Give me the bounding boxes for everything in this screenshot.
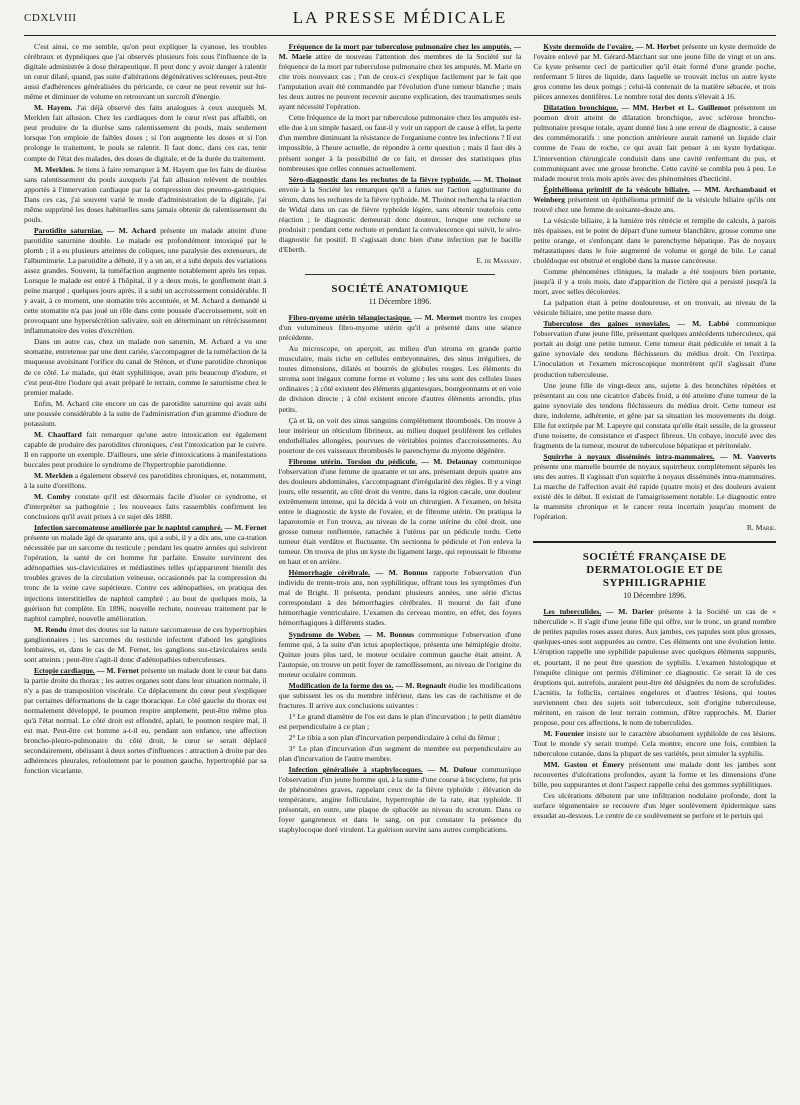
paragraph (533, 319, 776, 379)
speaker-name: — M. Achard (106, 225, 156, 235)
paragraph (279, 765, 522, 835)
paragraph-text: constate qu'il est désormais facile d'isoler ce syndrome, et d'interpréter sa pathogénie ; les nouveaux faits rassemblés confirment les conclusions qu'il avait prises à ce sujet dès 1888. (24, 492, 267, 522)
list-item: 1° Le grand diamètre de l'os est dans le plan d'incurvation ; le petit diamètre est perpendiculaire à ce plan ; (278, 711, 522, 731)
speaker-name: M. Merklen. (34, 164, 75, 174)
paragraph (279, 568, 522, 628)
paragraph-text: montre les coupes d'un volumineux fibro-myome utérin qu'il a présenté dans une séance précédente. (278, 313, 522, 343)
topic-title: Tuberculose des gaines synoviales. (543, 319, 670, 329)
paragraph: Au microscope, on aperçoit, au milieu d'un stroma en grande partie musculaire, mais riche en cellules embryonnaires, des sinus irréguliers, de toutes dimensions, dilatés et bourrés de globules rouges. Les éléments du stroma sont inégaux comme forme et volume ; les uns sont des cellules lisses ordinaires ; à côté existent des éléments gigantesques, bourgeonnants et en voie de division directe ; à côté existent encore d'autres éléments arrondis, plus petits. (278, 344, 522, 414)
paragraph-text: communique l'observation d'un jeune homme qui, à la suite d'une course à bicyclette, fut pris de phénomènes graves, rappelant ceux de la fièvre typhoïde : élévation de température, angine folliculaire, hypertrophie de la rate, état typhoïde. Il présentait, en outre, une plaque de sphacèle au niveau du scrotum. Dans ce foyer gangreneux et dans le sang, on put constater la présence du staphylocoque doré virulent. La guérison survint sans autres complications. (278, 765, 522, 835)
speaker-name: — MM. Archambaud et Weinberg (533, 184, 777, 204)
paragraph: Enfin, M. Achard cite encore un cas de parotidite saturnine qui avait subi une poussée considérable à la suite de l'administration d'un gramme d'iodure de potassium. (24, 398, 267, 428)
paragraph-text: présente un malade atteint d'une parotidite saturnine double. Le malade est profondément intoxiqué par le plomb ; il a eu plusieurs atteintes de coliques, une paralysie des extenseurs, de l'albuminurie. La parotidite a débuté, il y a un an, et a subi depuis des variations assez grandes. Souvent, la tuméfaction augmente notablement après les repas. Lorsque le malade est entré à l'hôpital, il y a deux mois, le gonflement était à peine marqué ; quelques jours après, il a subi un accroissement considérable. Il y avait, à ce moment, une stomatite très accentuée, et M. Achard a demandé si cette stomatite n'a pas joué un rôle dans cette poussée d'accroissement, soit en provoquant une hypersécrétion salivaire, soit en déterminant un rétrécissement inflammatoire des voies d'excrétion. (24, 225, 267, 336)
paragraph-text: envoie à la Société les remarques qu'il a faites sur l'action agglutinante du sérum, dans les rechutes de la fièvre typhoïde. M. Thoinot rechercha la réaction de Widal dans un cas de fièvre typhoïde légère, sans obtenir toutefois cette réaction ; le diagnostic demeurait donc douteux, lorsque une rechute se produisit : pendant cette rechute et pendant la convalescence qui suivit, le séro-diagnostic fut positif. Il s'agissait donc bien d'une infection par le bacille d'Eberth. (278, 184, 522, 254)
speaker-name: M. Comby (34, 492, 71, 502)
paragraph-text: étudie les modifications que subissent les os du membre inférieur, dans les cas de rachitisme et de fractures. Il arrive aux conclusions suivantes : (278, 680, 522, 710)
paragraph-text: rapporte l'observation d'un individu de trente-trois ans, non syphilitique, offrant tous les symptômes d'un mal de Bright. Il présenta, pendant plusieurs années, une série d'ictus correspondant à des hémorrhagies cérébrales. Il mourut du fait d'une hémorrhagie ventriculaire. L'examen du cerveau montre, en effet, des foyers hémorrhagiques à différents stades. (278, 568, 522, 628)
column-right (533, 42, 776, 1092)
speaker-name: M. Hayem. (34, 103, 73, 113)
paragraph (279, 42, 522, 112)
paragraph-text: présentent un épithélioma primitif de la vésicule biliaire qu'ils ont trouvé chez une femme de soixante-douze ans. (533, 194, 777, 214)
article-columns (24, 36, 776, 1092)
speaker-name: — M. Delaunay (421, 456, 478, 466)
paragraph (533, 452, 776, 522)
topic-title: Kyste dermoïde de l'ovaire. (543, 42, 634, 51)
topic-title: Infection généralisée à staphylocoques. (288, 765, 423, 775)
paragraph: La vésicule biliaire, à la lumière très rétrécie et remplie de calculs, à parois très épaisses, est le point de départ d'une tumeur blanchâtre, grosse comme une petite orange, et s'enfonçant dans le parenchyme hépatique. Pas de noyaux métastatiques dans le foie augmenté de volume et gorgé de bile. Le canal cholédoque est obstrué et englobé dans la masse cancéreuse. (533, 215, 777, 265)
section-heading: SOCIÉTÉ ANATOMIQUE (331, 283, 469, 296)
paragraph-text: présente un malade dont le cœur bat dans la partie droite du thorax ; les autres organes sont dans leur situation normale, il n'y a pas de transposition viscérale. Ce déplacement du cœur peut s'expliquer par certaines déformations de la cage thoracique. Le côté gauche du thorax est normalement développé, le poumon respire amplement, peut-être même plus qu'à l'état normal. Le côté droit est effondré, aplati, le poumon respire mal, il est mat. Peut-être cet homme a-t-il eu, pendant son enfance, une affection broncho-pleuro-pulmonaire du côté droit, le cœur se serait déplacé secondairement, obéissant à deux sortes d'influences : attraction à droite par des adhérences pleurales, refoulement par le poumon gauche, hypertrophié par sa fonction vicariante. (24, 665, 267, 776)
section-divider (305, 274, 496, 275)
speaker-name: — M. Bonnus (364, 629, 415, 639)
paragraph: Çà et là, on voit des sinus sanguins complètement thrombosés. On trouve à leur intérieur un réticulum fibrineux, au milieu duquel prolifèrent les cellules endothéliales allongées, pourvues de véritables pointes d'accroissements. Au pourtour de ces vaisseaux thrombosés le parenchyme du myome dégénère. (278, 415, 522, 455)
paragraph-text: présente à la Société un cas de « tuberculide ». Il s'agit d'une jeune fille qui offre, sur le tronc, un grand nombre de petites papules roses assez dures. Aux jambes, ces papules sont plus grosses, quelques-unes sont suppurées au centre. Ces éléments ont une évolution lente. L'éruption rappelle une syphilide papuleuse avec quelques éléments suppurés, et, pourtant, il ne peut être question de syphilis. L'examen histologique et l'enquête clinique ont permis d'éliminer ce diagnostic. Ce serait là de ces éruptions qui, autrefois, auraient peut-être été désignées du nom de scrofulides. L'acnitis, la folliclis, certaines engelures et d'autres lésions, qui toutes surviennent chez des sujets soit tuberculeux, soit d'origine tuberculeuse, méritent, en raison de leur terrain commun, d'être rapprochés. M. Darier propose, pour ces affections, le nom de tuberculides. (533, 607, 777, 727)
topic-title: Hémorrhagie cérébrale. (288, 568, 370, 578)
paragraph (279, 630, 522, 680)
speaker-name: M. Merklen (34, 470, 73, 480)
paragraph: Cette fréquence de la mort par tuberculose pulmonaire chez les amputés est-elle due à un simple hasard, ou faut-il y voir un rapport de cause à effet, la perte d'un membre diminuant la résistance de l'organisme contre les infections ? Il est impossible, à l'heure actuelle, de répondre à cette question ; mais il faut dès à présent songer à la possibilité de ce fait, et dresser des statistiques plus nombreuses que celles connues actuellement. (278, 113, 522, 173)
paragraph-text: présente un malade âgé de quarante ans, qui a subi, il y a dix ans, une ca-tration nécessitée par un sarcome du testicule ; pendant les quatre années qui suivirent l'opération, la santé de cet homme fut parfaite. Ensuite survinrent des adénopathies sus-claviculaires et médiastines telles qu'apparurent bientôt des troubles graves de la circulation veineuse, occasionnés par la compression du tronc de la veine cave supérieure. Contre ces adénopathies, on pratiqua des injections interstitielles de naphtol camphré ; au bout de quelques mois, la guérison fut complète. En 1896, nouvelle rechute, nouveau traitement par le naphtol camphré, nouvelle amélioration. (24, 533, 267, 623)
topic-title: Infection sarcomateuse améliorée par le naphtol camphré. (34, 523, 223, 533)
paragraph (24, 103, 267, 163)
topic-title: Squirrhe à noyaux disséminés intra-mammaires. (543, 451, 715, 461)
topic-title: Dilatation bronchique. (543, 103, 619, 113)
topic-title: Modification de la forme des os. (288, 680, 394, 690)
paragraph (533, 607, 776, 728)
paragraph-text: présentent un poumon droit atteint de dilatation bronchique, avec sclérose broncho-pulmonaire presque totale, ayant donné lieu à une erreur de diagnostic, à cause des commémoratifs : une ponction antérieure aurait ramené un liquide clair comme de l'eau de roche, ce qui avait fait penser à un kyste hydatique. L'intervention chirurgicale conduisit dans une cavité renfermant du pus, et communiquant avec une grosse bronche. Cette cavité se combla peu à peu. Le malade mourut trois mois après avec des phénomènes d'hecticité. (533, 103, 777, 183)
paragraph (24, 666, 267, 777)
speaker-name: MM. Gastou et Émery (543, 760, 625, 769)
paragraph (533, 729, 776, 759)
paragraph: Comme phénomènes cliniques, la malade a été toujours bien portante, jusqu'à il y a trois mois, date d'apparition de l'ictère qui a persisté jusqu'à la mort, avec selles décolorées. (533, 267, 777, 297)
paragraph-text: présentent une malade dont les jambes sont recouvertes d'ulcérations profondes, ayant la forme et les dimensions d'une bille, peu suppurantes et dont l'aspect rappelle celui des gommes syphilitiques. (533, 760, 777, 790)
paragraph (279, 681, 522, 711)
speaker-name: — M. Herbet (635, 42, 680, 51)
paragraph (279, 313, 522, 343)
topic-title: Syndrome de Weber. (288, 629, 361, 639)
report-signature: E. de Massary. (476, 255, 522, 265)
topic-title: Parotidite saturniae. (34, 225, 103, 235)
speaker-name: — M. Marie (278, 42, 522, 62)
paragraph-text: a également observé ces parotidites chroniques, et, notamment, à la suite d'oreillons. (24, 470, 267, 491)
topic-title: Épithélioma primitif de la vésicule biliaire. (543, 184, 690, 194)
paragraph-text: émet des doutes sur la nature sarcomateuse de ces hypertrophies ganglionnaires ; les sarcomes du testicule infectent d'abord les ganglions lombaires, et, dans le cas de M. Fernet, les ganglions sus-claviculaires seuls sont atteints ; peut-être s'agit-il donc d'adénopathies tuberculeuses. (24, 624, 267, 664)
section-date: 10 Décembre 1896. (623, 591, 687, 601)
speaker-name: — M. Dufour (427, 765, 477, 775)
topic-title: Fibrome utérin. Torsion du pédicule. (288, 456, 418, 466)
column-left (24, 42, 267, 1092)
paragraph (24, 471, 267, 491)
speaker-name: — M. Darier (606, 607, 654, 617)
topic-title: Fréquence de la mort par tuberculose pulmonaire chez les amputés. (288, 42, 512, 51)
topic-title: Les tuberculides. (543, 607, 602, 617)
speaker-name: M. Rendu (34, 624, 67, 634)
topic-title: Ectopie cardiaque. (34, 665, 95, 675)
column-middle (279, 42, 522, 1092)
paragraph (24, 165, 267, 225)
page-header (24, 0, 776, 36)
paragraph-text: Je tiens à faire remarquer à M. Hayem que les faits de diurèse sans ralentissement du pouls auxquels j'ai fait allusion relèvent de troubles apportés à l'innervation cardiaque par la compression des pneumo-gastriques. Dans ces cas, j'ai souvent varié le mode d'administration de la digitale, j'ai même supprimé les doses habituelles sans jamais obtenir de ralentissement du pouls. (24, 164, 267, 224)
journal-title: LA PRESSE MÉDICALE (292, 8, 508, 27)
speaker-name: — MM. Herbet et L. Guillemot (621, 103, 731, 113)
paragraph (533, 760, 776, 790)
speaker-name: — M. Fernet (96, 665, 139, 675)
paragraph (24, 430, 267, 470)
list-item: 3° Le plan d'incurvation d'un segment de membre est perpendiculaire au plan d'incurvation de l'autre membre. (278, 744, 522, 764)
speaker-name: — M. Regnault (395, 680, 447, 690)
paragraph: C'est ainsi, ce me semble, qu'on peut expliquer la cyanose, les troubles cérébraux et dypnéiques que j'ai observés plusieurs fois sous l'influence de la digitale administrée à dose thérapeutique. Il peut donc y avoir danger à ralentir un cœur dilaté, quand, pas suite d'altérations dégénératives scléreuses, peut-être aussi d'adhérences généralisées du péricarde, ce cœur ne peut revenir sur lui-même et diminuer de volume en retrouvant un surcroît d'énergie. (24, 42, 267, 102)
topic-title: Séro-diagnostic dans les rechutes de la fièvre typhoïde. (288, 174, 471, 184)
paragraph-text: insiste sur le caractère absolument syphiloïde de ces lésions. Tout le monde s'y serait trompé. Cela montre, encore une fois, combien la tuberculose cutanée, dans la plupart de ses variétés, peut simuler la syphilis. (533, 728, 777, 758)
speaker-name: — M. Mermet (414, 313, 463, 323)
paragraph-text: communique l'observation d'une femme qui, à la suite d'un ictus apoplectique, présenta une hémiplégie droite. Quinze jours plus tard, le moteur oculaire commun gauche était atteint. A l'autopsie, on trouve un petit foyer de ramollissement, au niveau de l'origine du moteur oculaire commun. (278, 629, 522, 679)
paragraph (533, 42, 776, 102)
paragraph-text: attire de nouveau l'attention des membres de la Société sur la fréquence de la mort par tuberculose pulmonaire chez les amputés. M. Marie en cite trois nouveaux cas ; l'un de ceux-ci s'explique facilement par le fait que l'amputation avait été commandée par l'évolution d'une tumeur blanche ; mais les deux autres ne peuvent recevoir aucune explication, des traumatismes seuls ayant nécessité l'opération. (278, 52, 522, 112)
list-item: 2° Le tibia a son plan d'incurvation perpendiculaire à celui du fémur ; (288, 733, 500, 742)
paragraph (24, 523, 267, 623)
paragraph-text: présente un kyste dermoïde de l'ovaire enlevé par M. Gérard-Marchant sur une jeune fille de vingt et un ans. Ce kyste présente ceci de particulier qu'il était formé d'une grande poche, renfermant 5 litres de liquide, dans laquelle se trouvait inclus un autre kyste gros comme les deux poings ; celui-là contenait de la matière sébacée, et trois pièces annexes dentifères. Le nombre total des dents s'élevait à 16. (533, 42, 777, 102)
speaker-name: M. Fournier (543, 728, 585, 738)
paragraph-text: J'ai déjà observé des faits analogues à ceux auxquels M. Merklen fait allusion. Chez les cardiaques dont le cœur n'est pas affaibli, on peut produire de la diurèse sans ralentissement du pouls, mais seulement lorsque l'on emploie de faibles doses ; si l'on augmente les doses et si l'on prolonge le traitement, le pouls se ralentit. Il faut donc, dans ces cas, tenir compte de l'état des malades, des doses de digitale, et de la durée du traitement. (24, 103, 267, 163)
speaker-name: — M. Thoinot (473, 174, 522, 184)
paragraph-text: présente une mamelle bourrée de noyaux squirrheux complètement séparés les uns des autres. Il s'agissait d'un squirrhe à noyaux disséminés intra-mammaires. La marche de l'affection avait été rapide (quatre mois) et des douleurs avaient existé dès le début. Il existait de l'amaigrissement notable. Le diagnostic entre la mammite chronique et le cancer resta incertain jusqu'au moment de l'opération. (533, 461, 777, 522)
page-number: CDXLVIII (24, 12, 77, 24)
paragraph-text: fait remarquer qu'une autre intoxication est également capable de produire des parotidites chroniques, c'est l'intoxication par le cuivre. Il en rapporte un exemple. D'ailleurs, une série d'intoxications à manifestations buccales peut produire le syndrome de l'hypertrophie parotidienne. (24, 429, 267, 469)
paragraph-text: communique l'observation d'une femme de quarante et un ans, présentant depuis quatre ans des douleurs abdominales, s'accompagnant d'irrégularité des règles. Il y a vingt jours, elle ressentit, au côté droit du ventre, dans la région cæcale, une douleur extrêmement intense, qui la décida à voir un chirurgien. A l'examen, on hésita entre le diagnostic de kyste de l'ovaire, et de fibrome utérin. On pratiqua la laparotomie et l'on trouva, au niveau de la corne utérine du côté droit, une grosse tumeur renflemtée, rattachée à l'utérus par un pédicule tordu. Cette tumeur était verdâtre et fluctuante. On sectionna le pédicule et l'on enleva la tumeur. On trouva de plus un kyste du ligament large, qui repoussait le fibrome en haut et en arrière. (278, 456, 522, 567)
section-heading: SOCIÉTÉ FRANÇAISE DE DERMATOLOGIE ET DE SYPHILIGRAPHIE (582, 551, 727, 590)
section-divider (533, 541, 776, 543)
paragraph-text: communique l'observation d'une jeune fille, présentant quelques antécédents tuberculeux, qui portait au doigt une petite tumeur. Cette tumeur était pédiculée et tenait à la gaine synoviale des tendons fléchisseurs du médius droit. On l'extirpa. L'inoculation et l'examen microscopique montrèrent qu'il s'agissait d'une production tuberculeuse. (533, 319, 777, 379)
paragraph (279, 175, 522, 255)
paragraph (24, 492, 267, 522)
paragraph: Une jeune fille de vingt-deux ans, sujette à des bronchites répétées et présentant au cou une cicatrice d'abcès froid, a été atteinte d'une tumeur de la gaine synoviale des tendons fléchisseurs du médius droit. Cette tumeur est dure, indolente, adhérente, et gêne par sa situation les mouvements du doigt. Elle fut extirpée par M. Lapeyre qui constata qu'elle était sessile, de la grosseur d'une noisette, de consistance et d'aspect fibreux. Un cobaye, inoculé avec des fragments de la tumeur, mourut de tuberculose hépatique et péritonéale. (533, 380, 777, 450)
report-signature: R. Marie. (746, 523, 777, 533)
speaker-name: — M. Fernet (224, 523, 267, 533)
section-date: 11 Décembre 1896. (368, 297, 432, 307)
speaker-name: — M. Labbé (677, 319, 730, 329)
topic-title: Fibro-myome utérin télangiectasique. (288, 313, 412, 323)
paragraph (279, 457, 522, 568)
speaker-name: M. Chauffard (34, 429, 82, 439)
paragraph (24, 226, 267, 337)
speaker-name: — M. Bonnus (375, 568, 428, 578)
paragraph (533, 185, 776, 215)
paragraph (24, 625, 267, 665)
paragraph: Dans un autre cas, chez un malade non saturnin, M. Achard a vu une stomatite, entretenue par une dent cariée, s'accompagner de la tuméfaction de la muqueuse avoisinant l'orifice du canal de Sténon, et d'une parotidite chronique de ce côté. Le malade, qui était syphilitique, avait pris beaucoup d'iodure, et c'est peut-être l'iodure qui avait préparé le terrain, comme le saturnisme chez le premier malade. (24, 337, 267, 397)
paragraph: Ces ulcérations débutent par une infiltration nodulaire profonde, dont la surface tégumentaire se recouvre d'un léger soulèvement épidermique sans exsudat au-dessous. Le centre de ce soulèvement se perfore et le pertuis qui (533, 791, 777, 821)
speaker-name: — M. Vanverts (719, 451, 777, 461)
paragraph: La palpation était à peine douloureuse, et on trouvait, au niveau de la vésicule biliaire, une petite masse dure. (533, 298, 777, 318)
paragraph (533, 103, 776, 183)
